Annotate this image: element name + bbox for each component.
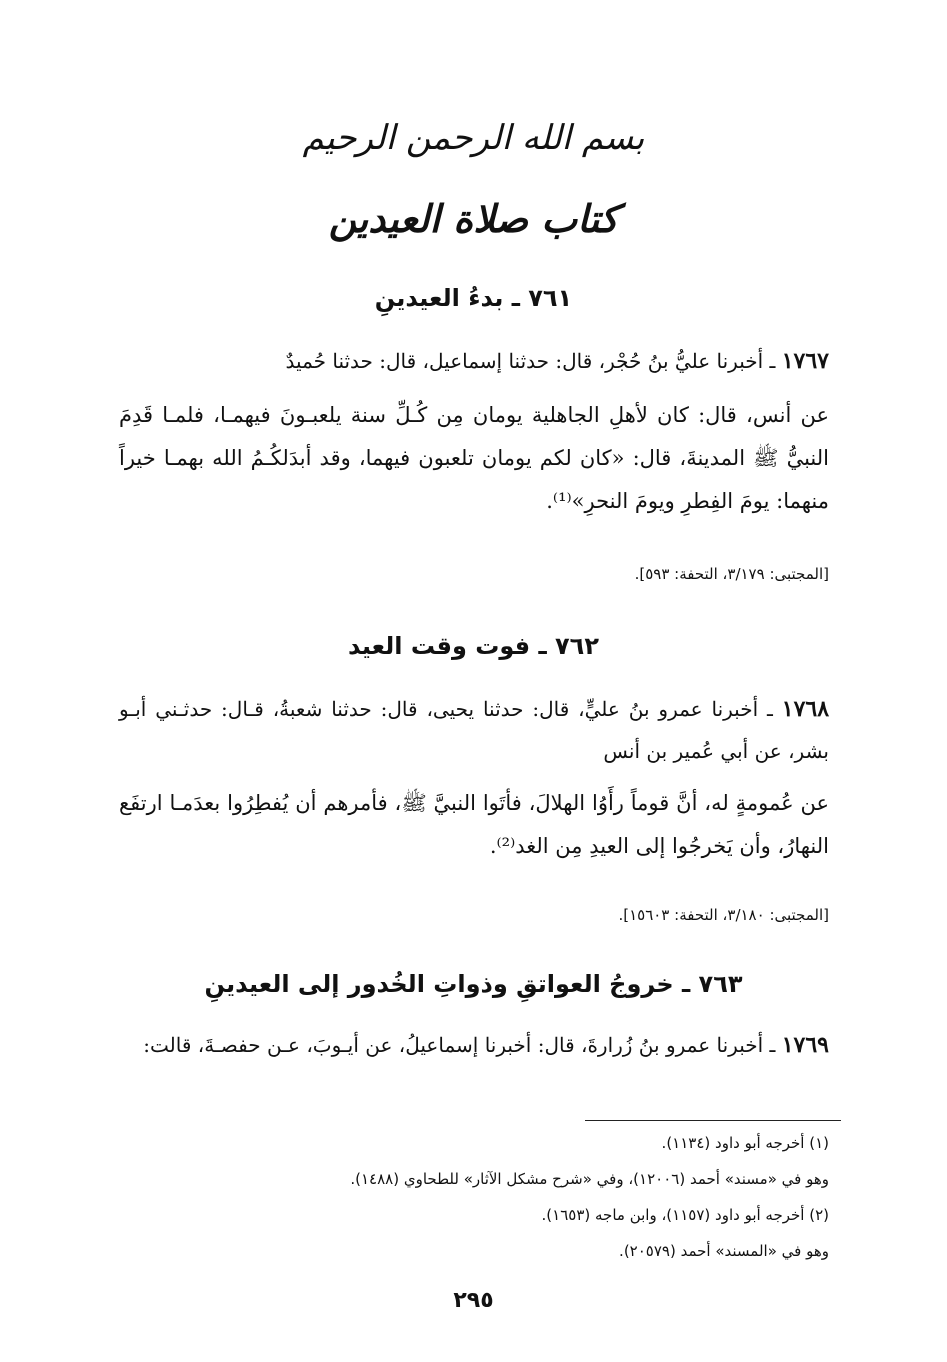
chapter-heading-763: ٧٦٣ ـ خروجُ العواتقِ وذواتِ الخُدور إلى العيدينِ [204, 970, 743, 998]
book-title: كتاب صلاة العيدين [328, 196, 619, 241]
isnad-text: ـ أخبرنا عمرو بنُ عليٍّ، قال: حدثنا يحيى، قال: حدثنا شعبةُ، قـال: حدثـني أبـو بشر، عن أبي عُمير بن أنس [119, 697, 829, 763]
hadith-number: ١٧٦٨ [781, 696, 830, 722]
basmala-heading: بسم الله الرحمن الرحيم [302, 118, 645, 158]
hadith-1767-text: عن أنس، قال: كان لأهلِ الجاهلية يومان مِن كُـلِّ سنة يلعبـونَ فيهمـا، فلمـا قَدِمَ النبيُّ ﷺ المدينةَ، قال: «كان لكم يومان تلعبون فيهما، وقد أبدَلكُـمُ الله بهمـا خيراً منهما: يومَ الفِطرِ ويومَ النحرِ»⁽¹⁾. [119, 403, 829, 513]
hadith-1768-text: عن عُمومةٍ له، أنَّ قوماً رأَوُا الهلالَ، فأتَوا النبيَّ ﷺ، فأمرهم أن يُفطِرُوا بعدَمـا ارتفَع النهارُ، وأن يَخرجُوا إلى العيدِ مِن الغد⁽²⁾. [119, 791, 829, 858]
hadith-1768-isnad [119, 688, 829, 772]
footnote-divider [585, 1120, 841, 1121]
chapter-heading-762: ٧٦٢ ـ فوت وقت العيد [348, 632, 599, 660]
footnote-1: (١) أخرجه أبو داود (١١٣٤). [661, 1134, 829, 1152]
page-number: ٢٩٥ [453, 1288, 494, 1313]
chapter-heading-761: ٧٦١ ـ بدءُ العيدينِ [374, 284, 573, 312]
footnote-2: (٢) أخرجه أبو داود (١١٥٧)، وابن ماجه (١٦٥٣). [541, 1206, 829, 1224]
hadith-number: ١٧٦٧ [781, 348, 829, 374]
hadith-1769-isnad [119, 1024, 829, 1066]
citation-1767: [المجتبى: ٣/١٧٩، التحفة: ٥٩٣]. [634, 565, 829, 583]
isnad-text: ـ أخبرنا عليُّ بنُ حُجْر، قال: حدثنا إسماعيل، قال: حدثنا حُميدٌ [285, 349, 776, 373]
footnote-2-continued: وهو في «المسند» أحمد (٢٠٥٧٩). [619, 1242, 829, 1260]
hadith-1767-isnad [119, 340, 829, 382]
hadith-number: ١٧٦٩ [781, 1032, 829, 1058]
citation-1768: [المجتبى: ٣/١٨٠، التحفة: ١٥٦٠٣]. [618, 906, 829, 924]
footnote-1-continued: وهو في «مسند» أحمد (١٢٠٠٦)، وفي «شرح مشكل الآثار» للطحاوي (١٤٨٨). [350, 1170, 829, 1188]
isnad-text: ـ أخبرنا عمرو بنُ زُرارةَ، قال: أخبرنا إسماعيلُ، عن أيـوبَ، عـن حفصـةَ، قالت: [143, 1033, 776, 1057]
